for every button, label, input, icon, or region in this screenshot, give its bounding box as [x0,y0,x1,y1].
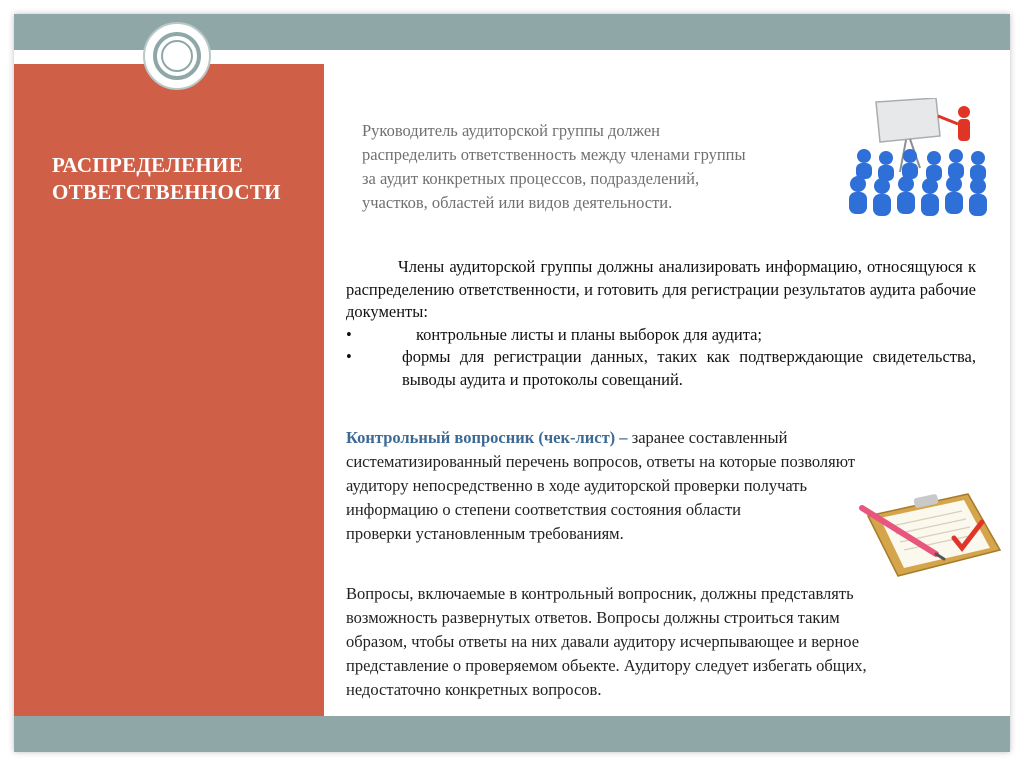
intro-line: за аудит конкретных процессов, подразделений, [362,169,700,188]
list-item [346,346,976,391]
list-item [346,324,976,347]
bullet-icon: • [346,324,352,344]
closing-line: образом, чтобы ответы на них давали аудитору исчерпывающее и верное [346,632,860,651]
closing-paragraph [346,582,986,702]
bottom-band [14,716,1010,752]
intro-line: участков, областей или видов деятельности. [362,193,673,212]
closing-line: возможность развернутых ответов. Вопросы должны строиться таким [346,608,840,627]
circle-inner-ring [161,40,193,72]
closing-line: недостаточно конкретных вопросов. [346,680,602,699]
main-paragraph-text: Члены аудиторской группы должны анализировать информацию, относящуюся к распределению ответственности, и готовить для регистрации результатов аудита рабочие документы: [346,257,976,321]
definition-text: заранее составленный [627,428,788,447]
decorative-circle-icon [143,22,211,90]
list-item-text: контрольные листы и планы выборок для аудита; [416,324,763,344]
section-title [52,152,312,206]
audience-presentation-icon [848,98,992,222]
intro-text [362,119,832,215]
circle-ring [153,32,201,80]
definition-line: аудитору непосредственно в ходе аудиторской проверки получать [346,476,808,495]
section-title-line-2: ОТВЕТСТВЕННОСТИ [52,180,281,204]
closing-line: представление о проверяемом обьекте. Аудитору следует избегать общих, [346,656,867,675]
checklist-clipboard-icon [858,486,1008,586]
definition-term: Контрольный вопросник (чек-лист) – [346,428,628,447]
bullet-icon: • [346,347,352,366]
definition-line: систематизированный перечень вопросов, ответы на которые позволяют [346,452,856,471]
intro-line: распределить ответственность между членами группы [362,145,746,164]
intro-line: Руководитель аудиторской группы должен [362,121,660,140]
section-title-line-1: РАСПРЕДЕЛЕНИЕ [52,153,244,177]
list-item-text: формы для регистрации данных, таких как подтверждающие свидетельства, выводы аудита и протоколы совещаний. [402,347,976,389]
definition-line: информацию о степени соответствия состояния области [346,500,742,519]
definition-line: проверки установленным требованиям. [346,524,624,543]
closing-line: Вопросы, включаемые в контрольный вопросник, должны представлять [346,584,854,603]
main-paragraph [346,256,976,391]
